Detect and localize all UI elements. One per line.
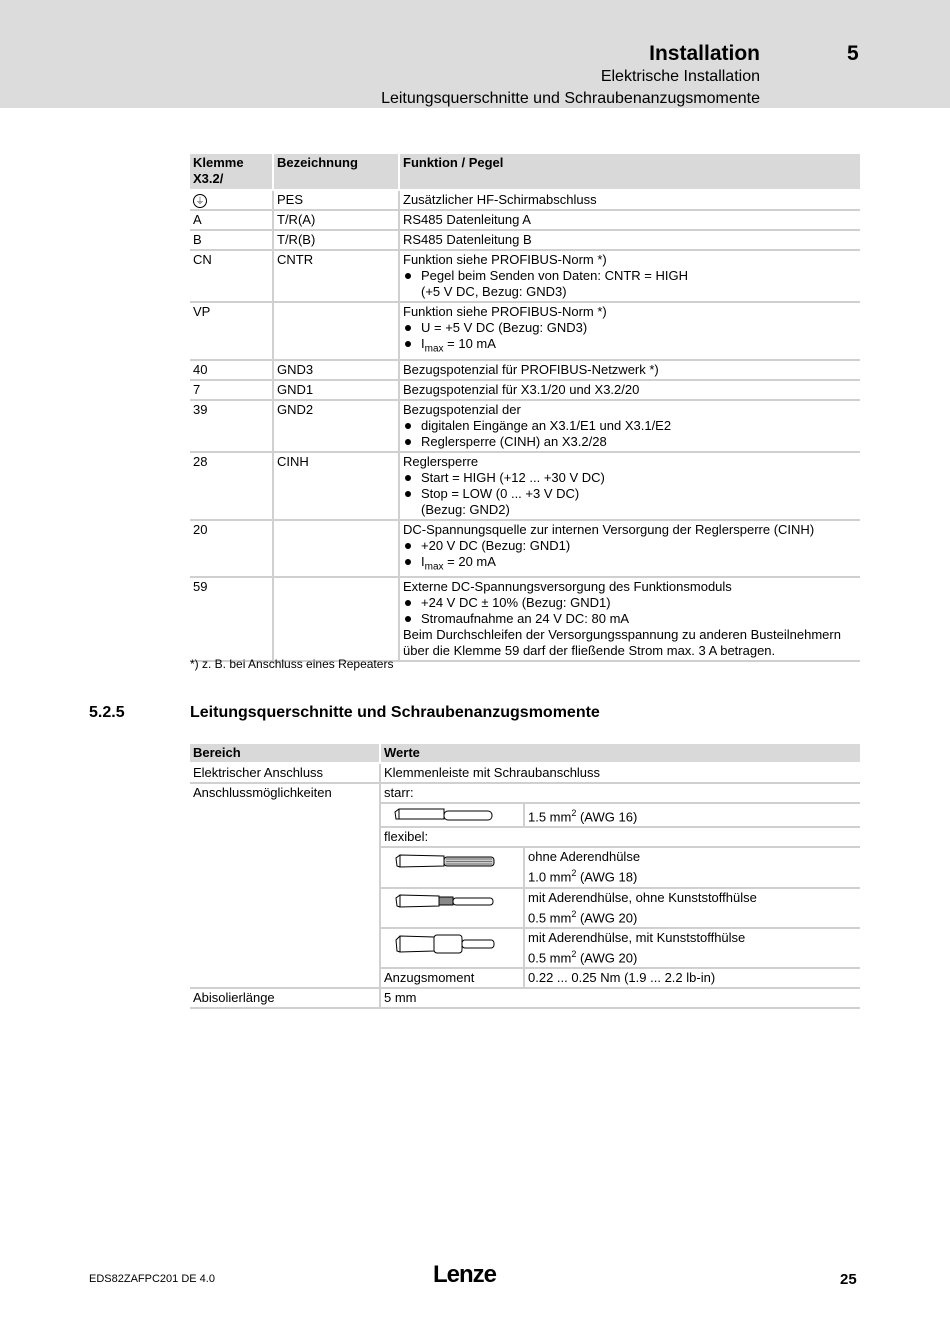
bullet-list bbox=[403, 418, 857, 450]
header-klemme: Klemme X3.2/ bbox=[190, 154, 274, 191]
bez-cell: GND3 bbox=[274, 361, 400, 381]
bez-cell bbox=[274, 303, 400, 361]
func-cell bbox=[400, 251, 860, 303]
bullet-text-cont: = 20 mA bbox=[443, 553, 496, 569]
func-cell: RS485 Datenleitung A bbox=[400, 211, 860, 231]
superscript: 2 bbox=[571, 948, 577, 959]
wire-image-cell bbox=[381, 889, 525, 929]
table-row bbox=[190, 303, 860, 361]
bullet-text-cont: = 10 mA bbox=[443, 336, 496, 351]
value-cell: flexibel: bbox=[381, 828, 860, 848]
value-cell: 5 mm bbox=[381, 989, 860, 1009]
func-cell: RS485 Datenleitung B bbox=[400, 231, 860, 251]
value-cell bbox=[525, 848, 860, 888]
table-row bbox=[190, 361, 860, 381]
section-title: Leitungsquerschnitte und Schraubenanzugsmomente bbox=[190, 704, 600, 721]
wire-image-cell bbox=[381, 929, 525, 969]
bez-cell: T/R(A) bbox=[274, 211, 400, 231]
value-cell bbox=[525, 929, 860, 969]
size-text: 1.5 mm bbox=[528, 809, 572, 825]
func-text: Funktion siehe PROFIBUS-Norm *) bbox=[403, 304, 607, 319]
footnote: *) z. B. bei Anschluss eines Repeaters bbox=[190, 657, 394, 671]
func-cell bbox=[400, 303, 860, 361]
value-cell: 0.22 ... 0.25 Nm (1.9 ... 2.2 lb-in) bbox=[525, 969, 860, 989]
table-row bbox=[190, 521, 860, 579]
flex-size bbox=[528, 946, 857, 966]
bullet-list bbox=[403, 268, 857, 300]
table-row bbox=[190, 578, 860, 662]
bez-cell bbox=[274, 578, 400, 662]
value-cell: Klemmenleiste mit Schraubanschluss bbox=[381, 764, 860, 784]
awg-text: (AWG 20) bbox=[576, 950, 638, 966]
bullet-item: +24 V DC ± 10% (Bezug: GND1) bbox=[403, 595, 857, 611]
bullet-item: digitalen Eingänge an X3.1/E1 und X3.1/E2 bbox=[403, 418, 857, 434]
document-code: EDS82ZAFPC201 DE 4.0 bbox=[89, 1273, 215, 1285]
value-cell: starr: bbox=[381, 784, 860, 804]
ferrule-wire-icon bbox=[384, 891, 499, 913]
bez-cell: GND1 bbox=[274, 381, 400, 401]
terminal-table bbox=[190, 154, 860, 662]
value-cell bbox=[525, 804, 860, 828]
table-row bbox=[190, 211, 860, 231]
header-funktion: Funktion / Pegel bbox=[400, 154, 860, 191]
klemme-cell: A bbox=[190, 211, 274, 231]
flexible-wire-icon bbox=[384, 850, 499, 872]
superscript: 2 bbox=[571, 808, 577, 818]
bullet-item bbox=[403, 486, 857, 518]
klemme-cell: B bbox=[190, 231, 274, 251]
header-bereich: Bereich bbox=[190, 744, 381, 764]
rigid-wire-icon bbox=[384, 806, 494, 824]
klemme-cell: VP bbox=[190, 303, 274, 361]
note-line: Beim Durchschleifen der Versorgungsspannung zu anderen Busteilnehmern bbox=[403, 627, 841, 643]
table-row bbox=[190, 381, 860, 401]
header-subtitle-2: Leitungsquerschnitte und Schraubenanzugsmomente bbox=[381, 90, 760, 107]
bullet-item: Start = HIGH (+12 ... +30 V DC) bbox=[403, 470, 857, 486]
func-cell bbox=[400, 578, 860, 662]
header-subtitle-1: Elektrische Installation bbox=[600, 68, 760, 85]
subscript: max bbox=[424, 343, 444, 355]
bullet-text: Pegel beim Senden von Daten: CNTR = HIGH bbox=[421, 268, 688, 283]
label-cell: Anzugsmoment bbox=[381, 969, 525, 989]
table-row bbox=[190, 401, 860, 453]
page-number: 25 bbox=[840, 1271, 857, 1288]
flex-size bbox=[528, 865, 857, 885]
label-cell: Anschlussmöglichkeiten bbox=[190, 784, 381, 989]
bullet-item bbox=[403, 554, 857, 576]
awg-text: (AWG 20) bbox=[576, 909, 638, 925]
bullet-item: +20 V DC (Bezug: GND1) bbox=[403, 538, 857, 554]
size-text: 1.0 mm bbox=[528, 869, 572, 885]
func-cell: Bezugspotenzial für X3.1/20 und X3.2/20 bbox=[400, 381, 860, 401]
bullet-list bbox=[403, 538, 857, 576]
bez-cell: CINH bbox=[274, 453, 400, 521]
bez-cell: PES bbox=[274, 191, 400, 211]
bez-cell: T/R(B) bbox=[274, 231, 400, 251]
wire-table bbox=[190, 744, 860, 1009]
bullet-list bbox=[403, 320, 857, 358]
note-line: über die Klemme 59 darf der fließende Strom max. 3 A betragen. bbox=[403, 643, 776, 659]
klemme-cell: 59 bbox=[190, 578, 274, 662]
flex-desc: mit Aderendhülse, mit Kunststoffhülse bbox=[528, 929, 746, 945]
func-text: Funktion siehe PROFIBUS-Norm *) bbox=[403, 252, 607, 267]
chapter-number: 5 bbox=[847, 42, 859, 65]
header-title: Installation bbox=[649, 42, 760, 65]
insulated-ferrule-wire-icon bbox=[384, 931, 499, 957]
bullet-item: Reglersperre (CINH) an X3.2/28 bbox=[403, 434, 857, 450]
flex-size bbox=[528, 906, 857, 926]
func-cell bbox=[400, 401, 860, 453]
func-cell: Bezugspotenzial für PROFIBUS-Netzwerk *) bbox=[400, 361, 860, 381]
bullet-list bbox=[403, 595, 857, 627]
value-cell bbox=[525, 889, 860, 929]
bullet-text: I bbox=[421, 336, 425, 351]
klemme-cell: 40 bbox=[190, 361, 274, 381]
klemme-cell: 20 bbox=[190, 521, 274, 579]
superscript: 2 bbox=[571, 868, 577, 879]
table-row bbox=[190, 453, 860, 521]
table-row bbox=[190, 764, 860, 784]
klemme-cell: 7 bbox=[190, 381, 274, 401]
label-cell: Elektrischer Anschluss bbox=[190, 764, 381, 784]
bez-cell: GND2 bbox=[274, 401, 400, 453]
klemme-cell bbox=[190, 191, 274, 211]
bullet-text: Stop = LOW (0 ... +3 V DC) bbox=[421, 485, 580, 501]
awg-text: (AWG 16) bbox=[576, 809, 638, 825]
flex-desc: mit Aderendhülse, ohne Kunststoffhülse bbox=[528, 889, 757, 905]
wire-image-cell bbox=[381, 804, 525, 828]
bullet-item bbox=[403, 268, 857, 300]
func-text: Reglersperre bbox=[403, 453, 479, 469]
bullet-text-cont: (Bezug: GND2) bbox=[421, 501, 510, 517]
klemme-cell: 39 bbox=[190, 401, 274, 453]
page-header bbox=[0, 0, 950, 108]
header-bezeichnung: Bezeichnung bbox=[274, 154, 400, 191]
size-text: 0.5 mm bbox=[528, 909, 572, 925]
table-row bbox=[190, 784, 860, 804]
terminal-table-header bbox=[190, 154, 860, 191]
bullet-text-cont: (+5 V DC, Bezug: GND3) bbox=[421, 284, 567, 299]
func-cell bbox=[400, 521, 860, 579]
func-cell bbox=[400, 453, 860, 521]
klemme-cell: 28 bbox=[190, 453, 274, 521]
superscript: 2 bbox=[571, 908, 577, 919]
size-text: 0.5 mm bbox=[528, 950, 572, 966]
bullet-list bbox=[403, 470, 857, 518]
table-row bbox=[190, 251, 860, 303]
wire-table-header bbox=[190, 744, 860, 764]
func-text: Externe DC-Spannungsversorgung des Funktionsmoduls bbox=[403, 579, 732, 595]
flex-desc: ohne Aderendhülse bbox=[528, 849, 641, 865]
wire-image-cell bbox=[381, 848, 525, 888]
label-cell: Abisolierlänge bbox=[190, 989, 381, 1009]
header-werte: Werte bbox=[381, 744, 860, 764]
bullet-item bbox=[403, 336, 857, 358]
table-row bbox=[190, 989, 860, 1009]
bez-cell: CNTR bbox=[274, 251, 400, 303]
bullet-item: Stromaufnahme an 24 V DC: 80 mA bbox=[403, 611, 857, 627]
bez-cell bbox=[274, 521, 400, 579]
bullet-text: I bbox=[421, 553, 425, 569]
func-text: Bezugspotenzial der bbox=[403, 401, 521, 417]
table-row bbox=[190, 191, 860, 211]
ground-icon: ⏚ bbox=[193, 194, 207, 208]
section-number: 5.2.5 bbox=[89, 704, 125, 721]
lenze-logo: Lenze bbox=[433, 1261, 497, 1288]
table-row bbox=[190, 231, 860, 251]
klemme-cell: CN bbox=[190, 251, 274, 303]
awg-text: (AWG 18) bbox=[576, 869, 638, 885]
func-text: DC-Spannungsquelle zur internen Versorgung der Reglersperre (CINH) bbox=[403, 521, 815, 537]
bullet-item: U = +5 V DC (Bezug: GND3) bbox=[403, 320, 857, 336]
subscript: max bbox=[424, 561, 444, 573]
func-cell: Zusätzlicher HF-Schirmabschluss bbox=[400, 191, 860, 211]
